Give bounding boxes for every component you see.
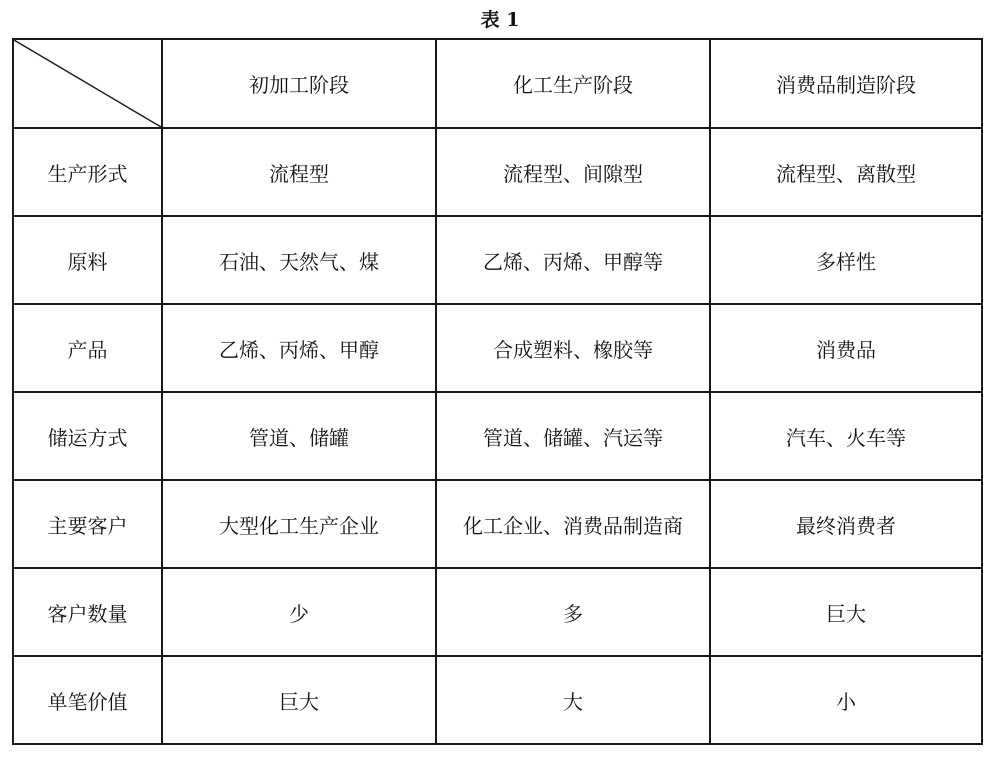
row-label: 产品 xyxy=(13,304,162,392)
table-cell: 石油、天然气、煤 xyxy=(162,216,436,304)
row-label: 单笔价值 xyxy=(13,656,162,744)
table-cell: 多样性 xyxy=(710,216,982,304)
table-header-row xyxy=(13,39,982,128)
table-cell: 汽车、火车等 xyxy=(710,392,982,480)
header-cell: 化工生产阶段 xyxy=(436,39,710,128)
table-cell: 小 xyxy=(710,656,982,744)
table-cell: 大型化工生产企业 xyxy=(162,480,436,568)
comparison-table xyxy=(12,38,983,745)
diagonal-line xyxy=(14,40,161,127)
table-row xyxy=(13,216,982,304)
table-cell: 少 xyxy=(162,568,436,656)
row-label: 生产形式 xyxy=(13,128,162,216)
table-row xyxy=(13,480,982,568)
table-cell: 最终消费者 xyxy=(710,480,982,568)
row-label: 储运方式 xyxy=(13,392,162,480)
table-cell: 乙烯、丙烯、甲醇等 xyxy=(436,216,710,304)
table-cell: 巨大 xyxy=(162,656,436,744)
table-cell: 大 xyxy=(436,656,710,744)
row-label: 客户数量 xyxy=(13,568,162,656)
table-row xyxy=(13,568,982,656)
table-cell: 管道、储罐 xyxy=(162,392,436,480)
header-cell: 消费品制造阶段 xyxy=(710,39,982,128)
table-cell: 流程型 xyxy=(162,128,436,216)
table-cell: 消费品 xyxy=(710,304,982,392)
table-cell: 多 xyxy=(436,568,710,656)
table-row xyxy=(13,656,982,744)
table-caption: 表 1 xyxy=(480,9,520,31)
table-cell: 合成塑料、橡胶等 xyxy=(436,304,710,392)
row-label: 原料 xyxy=(13,216,162,304)
header-cell: 初加工阶段 xyxy=(162,39,436,128)
table-row xyxy=(13,392,982,480)
row-label: 主要客户 xyxy=(13,480,162,568)
table-cell: 流程型、离散型 xyxy=(710,128,982,216)
table-cell: 巨大 xyxy=(710,568,982,656)
table-cell: 流程型、间隙型 xyxy=(436,128,710,216)
table-cell: 管道、储罐、汽运等 xyxy=(436,392,710,480)
corner-cell xyxy=(13,39,162,128)
table-row xyxy=(13,128,982,216)
table-cell: 乙烯、丙烯、甲醇 xyxy=(162,304,436,392)
table-cell: 化工企业、消费品制造商 xyxy=(436,480,710,568)
table-row xyxy=(13,304,982,392)
